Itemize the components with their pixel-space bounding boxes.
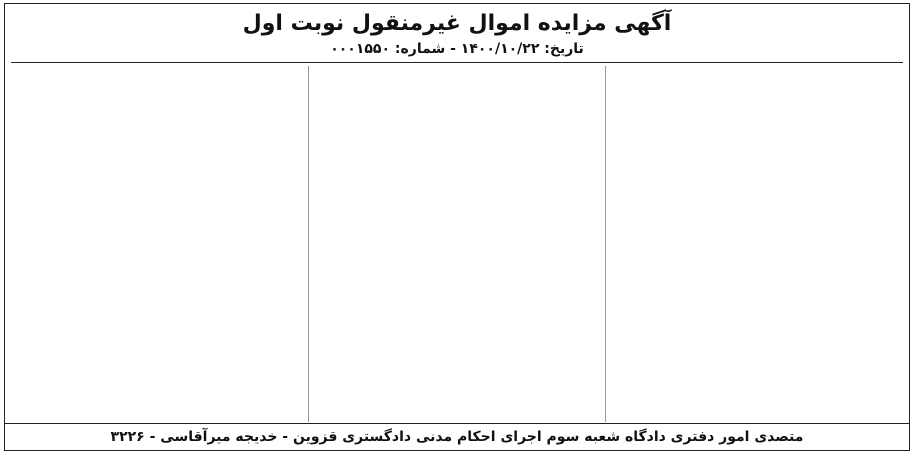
column-left xyxy=(11,66,308,422)
notice-title: آگهی مزایده اموال غیرمنقول نوبت اول xyxy=(242,11,672,36)
notice-page xyxy=(4,3,910,451)
column-middle xyxy=(308,66,606,422)
column-right xyxy=(605,66,903,422)
header-divider xyxy=(11,62,903,63)
notice-footer-signature: متصدی امور دفتری دادگاه شعبه سوم اجرای احکام مدنی دادگستری قزوین - خدیجه میرآقاسی - ۳۲۲۶ xyxy=(5,423,909,450)
notice-date-number: تاریخ: ۱۴۰۰/۱۰/۲۲ - شماره: ۰۰۰۱۵۵۰ xyxy=(330,41,584,57)
notice-body xyxy=(11,66,903,422)
